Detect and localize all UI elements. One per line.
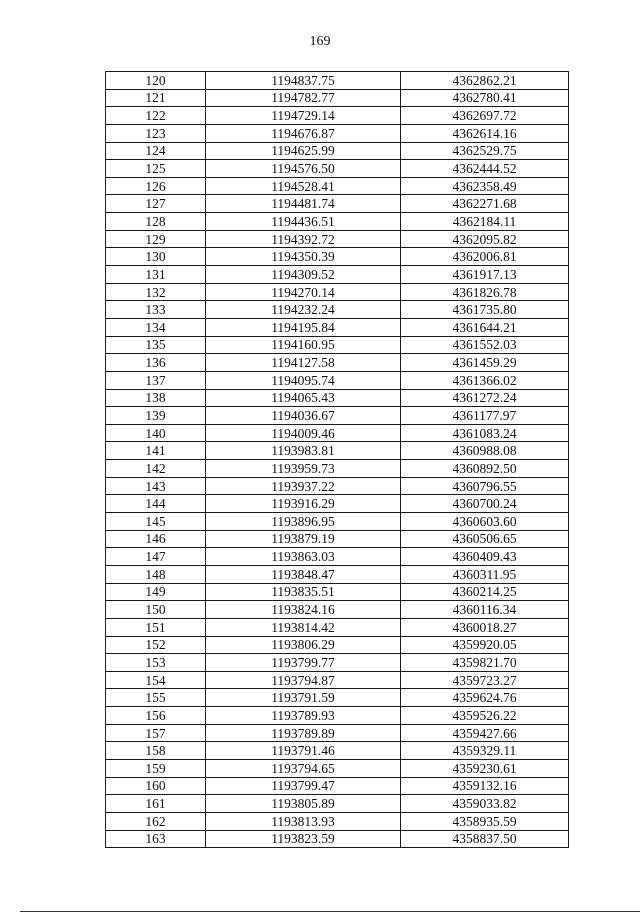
table-row	[106, 618, 569, 636]
point-number-cell: 159	[106, 759, 206, 777]
table-row	[106, 689, 569, 707]
table-row	[106, 336, 569, 354]
y-coordinate-cell: 4360311.95	[401, 565, 569, 583]
point-number-cell: 150	[106, 601, 206, 619]
x-coordinate-cell: 1193983.81	[206, 442, 401, 460]
y-coordinate-cell: 4362697.72	[401, 107, 569, 125]
x-coordinate-cell: 1194837.75	[206, 72, 401, 90]
point-number-cell: 140	[106, 424, 206, 442]
x-coordinate-cell: 1194528.41	[206, 177, 401, 195]
point-number-cell: 131	[106, 266, 206, 284]
point-number-cell: 133	[106, 301, 206, 319]
x-coordinate-cell: 1194436.51	[206, 213, 401, 231]
y-coordinate-cell: 4361552.03	[401, 336, 569, 354]
point-number-cell: 139	[106, 407, 206, 425]
point-number-cell: 124	[106, 142, 206, 160]
y-coordinate-cell: 4360796.55	[401, 477, 569, 495]
y-coordinate-cell: 4361826.78	[401, 283, 569, 301]
table-row	[106, 124, 569, 142]
x-coordinate-cell: 1194009.46	[206, 424, 401, 442]
table-row	[106, 742, 569, 760]
x-coordinate-cell: 1194232.24	[206, 301, 401, 319]
x-coordinate-cell: 1194160.95	[206, 336, 401, 354]
point-number-cell: 123	[106, 124, 206, 142]
y-coordinate-cell: 4362006.81	[401, 248, 569, 266]
y-coordinate-cell: 4362358.49	[401, 177, 569, 195]
y-coordinate-cell: 4359723.27	[401, 671, 569, 689]
y-coordinate-cell: 4360603.60	[401, 513, 569, 531]
y-coordinate-cell: 4360988.08	[401, 442, 569, 460]
y-coordinate-cell: 4362444.52	[401, 160, 569, 178]
x-coordinate-cell: 1194392.72	[206, 230, 401, 248]
table-row	[106, 777, 569, 795]
y-coordinate-cell: 4361083.24	[401, 424, 569, 442]
point-number-cell: 163	[106, 830, 206, 848]
y-coordinate-cell: 4360409.43	[401, 548, 569, 566]
y-coordinate-cell: 4362529.75	[401, 142, 569, 160]
table-row	[106, 318, 569, 336]
x-coordinate-cell: 1194309.52	[206, 266, 401, 284]
table-row	[106, 812, 569, 830]
point-number-cell: 148	[106, 565, 206, 583]
table-row	[106, 160, 569, 178]
table-row	[106, 530, 569, 548]
x-coordinate-cell: 1194676.87	[206, 124, 401, 142]
x-coordinate-cell: 1193959.73	[206, 460, 401, 478]
table-row	[106, 548, 569, 566]
table-row	[106, 89, 569, 107]
y-coordinate-cell: 4362271.68	[401, 195, 569, 213]
y-coordinate-cell: 4359526.22	[401, 707, 569, 725]
x-coordinate-cell: 1194576.50	[206, 160, 401, 178]
y-coordinate-cell: 4360214.25	[401, 583, 569, 601]
point-number-cell: 135	[106, 336, 206, 354]
x-coordinate-cell: 1193805.89	[206, 795, 401, 813]
y-coordinate-cell: 4361735.80	[401, 301, 569, 319]
y-coordinate-cell: 4362184.11	[401, 213, 569, 231]
point-number-cell: 149	[106, 583, 206, 601]
y-coordinate-cell: 4361917.13	[401, 266, 569, 284]
x-coordinate-cell: 1193791.46	[206, 742, 401, 760]
table-row	[106, 107, 569, 125]
table-row	[106, 830, 569, 848]
x-coordinate-cell: 1194127.58	[206, 354, 401, 372]
table-row	[106, 195, 569, 213]
point-number-cell: 161	[106, 795, 206, 813]
point-number-cell: 153	[106, 654, 206, 672]
y-coordinate-cell: 4359132.16	[401, 777, 569, 795]
table-row	[106, 248, 569, 266]
table-row	[106, 72, 569, 90]
x-coordinate-cell: 1193806.29	[206, 636, 401, 654]
y-coordinate-cell: 4359920.05	[401, 636, 569, 654]
table-row	[106, 230, 569, 248]
point-number-cell: 132	[106, 283, 206, 301]
x-coordinate-cell: 1193824.16	[206, 601, 401, 619]
table-row	[106, 759, 569, 777]
table-row	[106, 654, 569, 672]
point-number-cell: 134	[106, 318, 206, 336]
x-coordinate-cell: 1193814.42	[206, 618, 401, 636]
table-row	[106, 583, 569, 601]
point-number-cell: 121	[106, 89, 206, 107]
table-row	[106, 266, 569, 284]
y-coordinate-cell: 4360506.65	[401, 530, 569, 548]
x-coordinate-cell: 1194481.74	[206, 195, 401, 213]
table-row	[106, 513, 569, 531]
point-number-cell: 152	[106, 636, 206, 654]
table-row	[106, 354, 569, 372]
y-coordinate-cell: 4360116.34	[401, 601, 569, 619]
x-coordinate-cell: 1193789.89	[206, 724, 401, 742]
x-coordinate-cell: 1194625.99	[206, 142, 401, 160]
x-coordinate-cell: 1193823.59	[206, 830, 401, 848]
point-number-cell: 127	[106, 195, 206, 213]
point-number-cell: 156	[106, 707, 206, 725]
point-number-cell: 147	[106, 548, 206, 566]
x-coordinate-cell: 1194270.14	[206, 283, 401, 301]
y-coordinate-cell: 4362095.82	[401, 230, 569, 248]
y-coordinate-cell: 4362862.21	[401, 72, 569, 90]
x-coordinate-cell: 1194782.77	[206, 89, 401, 107]
point-number-cell: 136	[106, 354, 206, 372]
x-coordinate-cell: 1193791.59	[206, 689, 401, 707]
x-coordinate-cell: 1193794.65	[206, 759, 401, 777]
point-number-cell: 138	[106, 389, 206, 407]
x-coordinate-cell: 1194729.14	[206, 107, 401, 125]
x-coordinate-cell: 1193813.93	[206, 812, 401, 830]
table-row	[106, 371, 569, 389]
table-row	[106, 407, 569, 425]
point-number-cell: 160	[106, 777, 206, 795]
coordinate-table	[105, 71, 569, 848]
x-coordinate-cell: 1193848.47	[206, 565, 401, 583]
y-coordinate-cell: 4362614.16	[401, 124, 569, 142]
x-coordinate-cell: 1194195.84	[206, 318, 401, 336]
table-row	[106, 283, 569, 301]
point-number-cell: 155	[106, 689, 206, 707]
x-coordinate-cell: 1193896.95	[206, 513, 401, 531]
page-number: 169	[309, 34, 331, 49]
table-row	[106, 636, 569, 654]
y-coordinate-cell: 4361272.24	[401, 389, 569, 407]
table-row	[106, 707, 569, 725]
x-coordinate-cell: 1193916.29	[206, 495, 401, 513]
y-coordinate-cell: 4359624.76	[401, 689, 569, 707]
table-row	[106, 142, 569, 160]
y-coordinate-cell: 4360700.24	[401, 495, 569, 513]
x-coordinate-cell: 1193799.77	[206, 654, 401, 672]
point-number-cell: 143	[106, 477, 206, 495]
x-coordinate-cell: 1194350.39	[206, 248, 401, 266]
point-number-cell: 142	[106, 460, 206, 478]
table-row	[106, 389, 569, 407]
bottom-border-line	[20, 911, 640, 912]
x-coordinate-cell: 1194095.74	[206, 371, 401, 389]
y-coordinate-cell: 4362780.41	[401, 89, 569, 107]
y-coordinate-cell: 4359033.82	[401, 795, 569, 813]
x-coordinate-cell: 1194036.67	[206, 407, 401, 425]
point-number-cell: 141	[106, 442, 206, 460]
y-coordinate-cell: 4358935.59	[401, 812, 569, 830]
table-row	[106, 724, 569, 742]
y-coordinate-cell: 4361644.21	[401, 318, 569, 336]
table-row	[106, 495, 569, 513]
table-row	[106, 424, 569, 442]
point-number-cell: 130	[106, 248, 206, 266]
table-row	[106, 601, 569, 619]
point-number-cell: 128	[106, 213, 206, 231]
point-number-cell: 157	[106, 724, 206, 742]
table-row	[106, 795, 569, 813]
table-row	[106, 671, 569, 689]
point-number-cell: 146	[106, 530, 206, 548]
table-row	[106, 477, 569, 495]
y-coordinate-cell: 4361459.29	[401, 354, 569, 372]
y-coordinate-cell: 4359821.70	[401, 654, 569, 672]
point-number-cell: 125	[106, 160, 206, 178]
y-coordinate-cell: 4359329.11	[401, 742, 569, 760]
x-coordinate-cell: 1193794.87	[206, 671, 401, 689]
x-coordinate-cell: 1194065.43	[206, 389, 401, 407]
y-coordinate-cell: 4358837.50	[401, 830, 569, 848]
point-number-cell: 137	[106, 371, 206, 389]
point-number-cell: 154	[106, 671, 206, 689]
x-coordinate-cell: 1193799.47	[206, 777, 401, 795]
y-coordinate-cell: 4359427.66	[401, 724, 569, 742]
x-coordinate-cell: 1193835.51	[206, 583, 401, 601]
point-number-cell: 129	[106, 230, 206, 248]
table-row	[106, 301, 569, 319]
table-row	[106, 442, 569, 460]
point-number-cell: 122	[106, 107, 206, 125]
table-row	[106, 460, 569, 478]
point-number-cell: 120	[106, 72, 206, 90]
table-row	[106, 565, 569, 583]
point-number-cell: 158	[106, 742, 206, 760]
point-number-cell: 144	[106, 495, 206, 513]
y-coordinate-cell: 4360892.50	[401, 460, 569, 478]
point-number-cell: 162	[106, 812, 206, 830]
x-coordinate-cell: 1193789.93	[206, 707, 401, 725]
point-number-cell: 126	[106, 177, 206, 195]
y-coordinate-cell: 4359230.61	[401, 759, 569, 777]
y-coordinate-cell: 4361177.97	[401, 407, 569, 425]
point-number-cell: 151	[106, 618, 206, 636]
coordinate-table-body	[106, 72, 569, 848]
x-coordinate-cell: 1193879.19	[206, 530, 401, 548]
table-row	[106, 177, 569, 195]
table-row	[106, 213, 569, 231]
point-number-cell: 145	[106, 513, 206, 531]
y-coordinate-cell: 4360018.27	[401, 618, 569, 636]
x-coordinate-cell: 1193863.03	[206, 548, 401, 566]
x-coordinate-cell: 1193937.22	[206, 477, 401, 495]
y-coordinate-cell: 4361366.02	[401, 371, 569, 389]
